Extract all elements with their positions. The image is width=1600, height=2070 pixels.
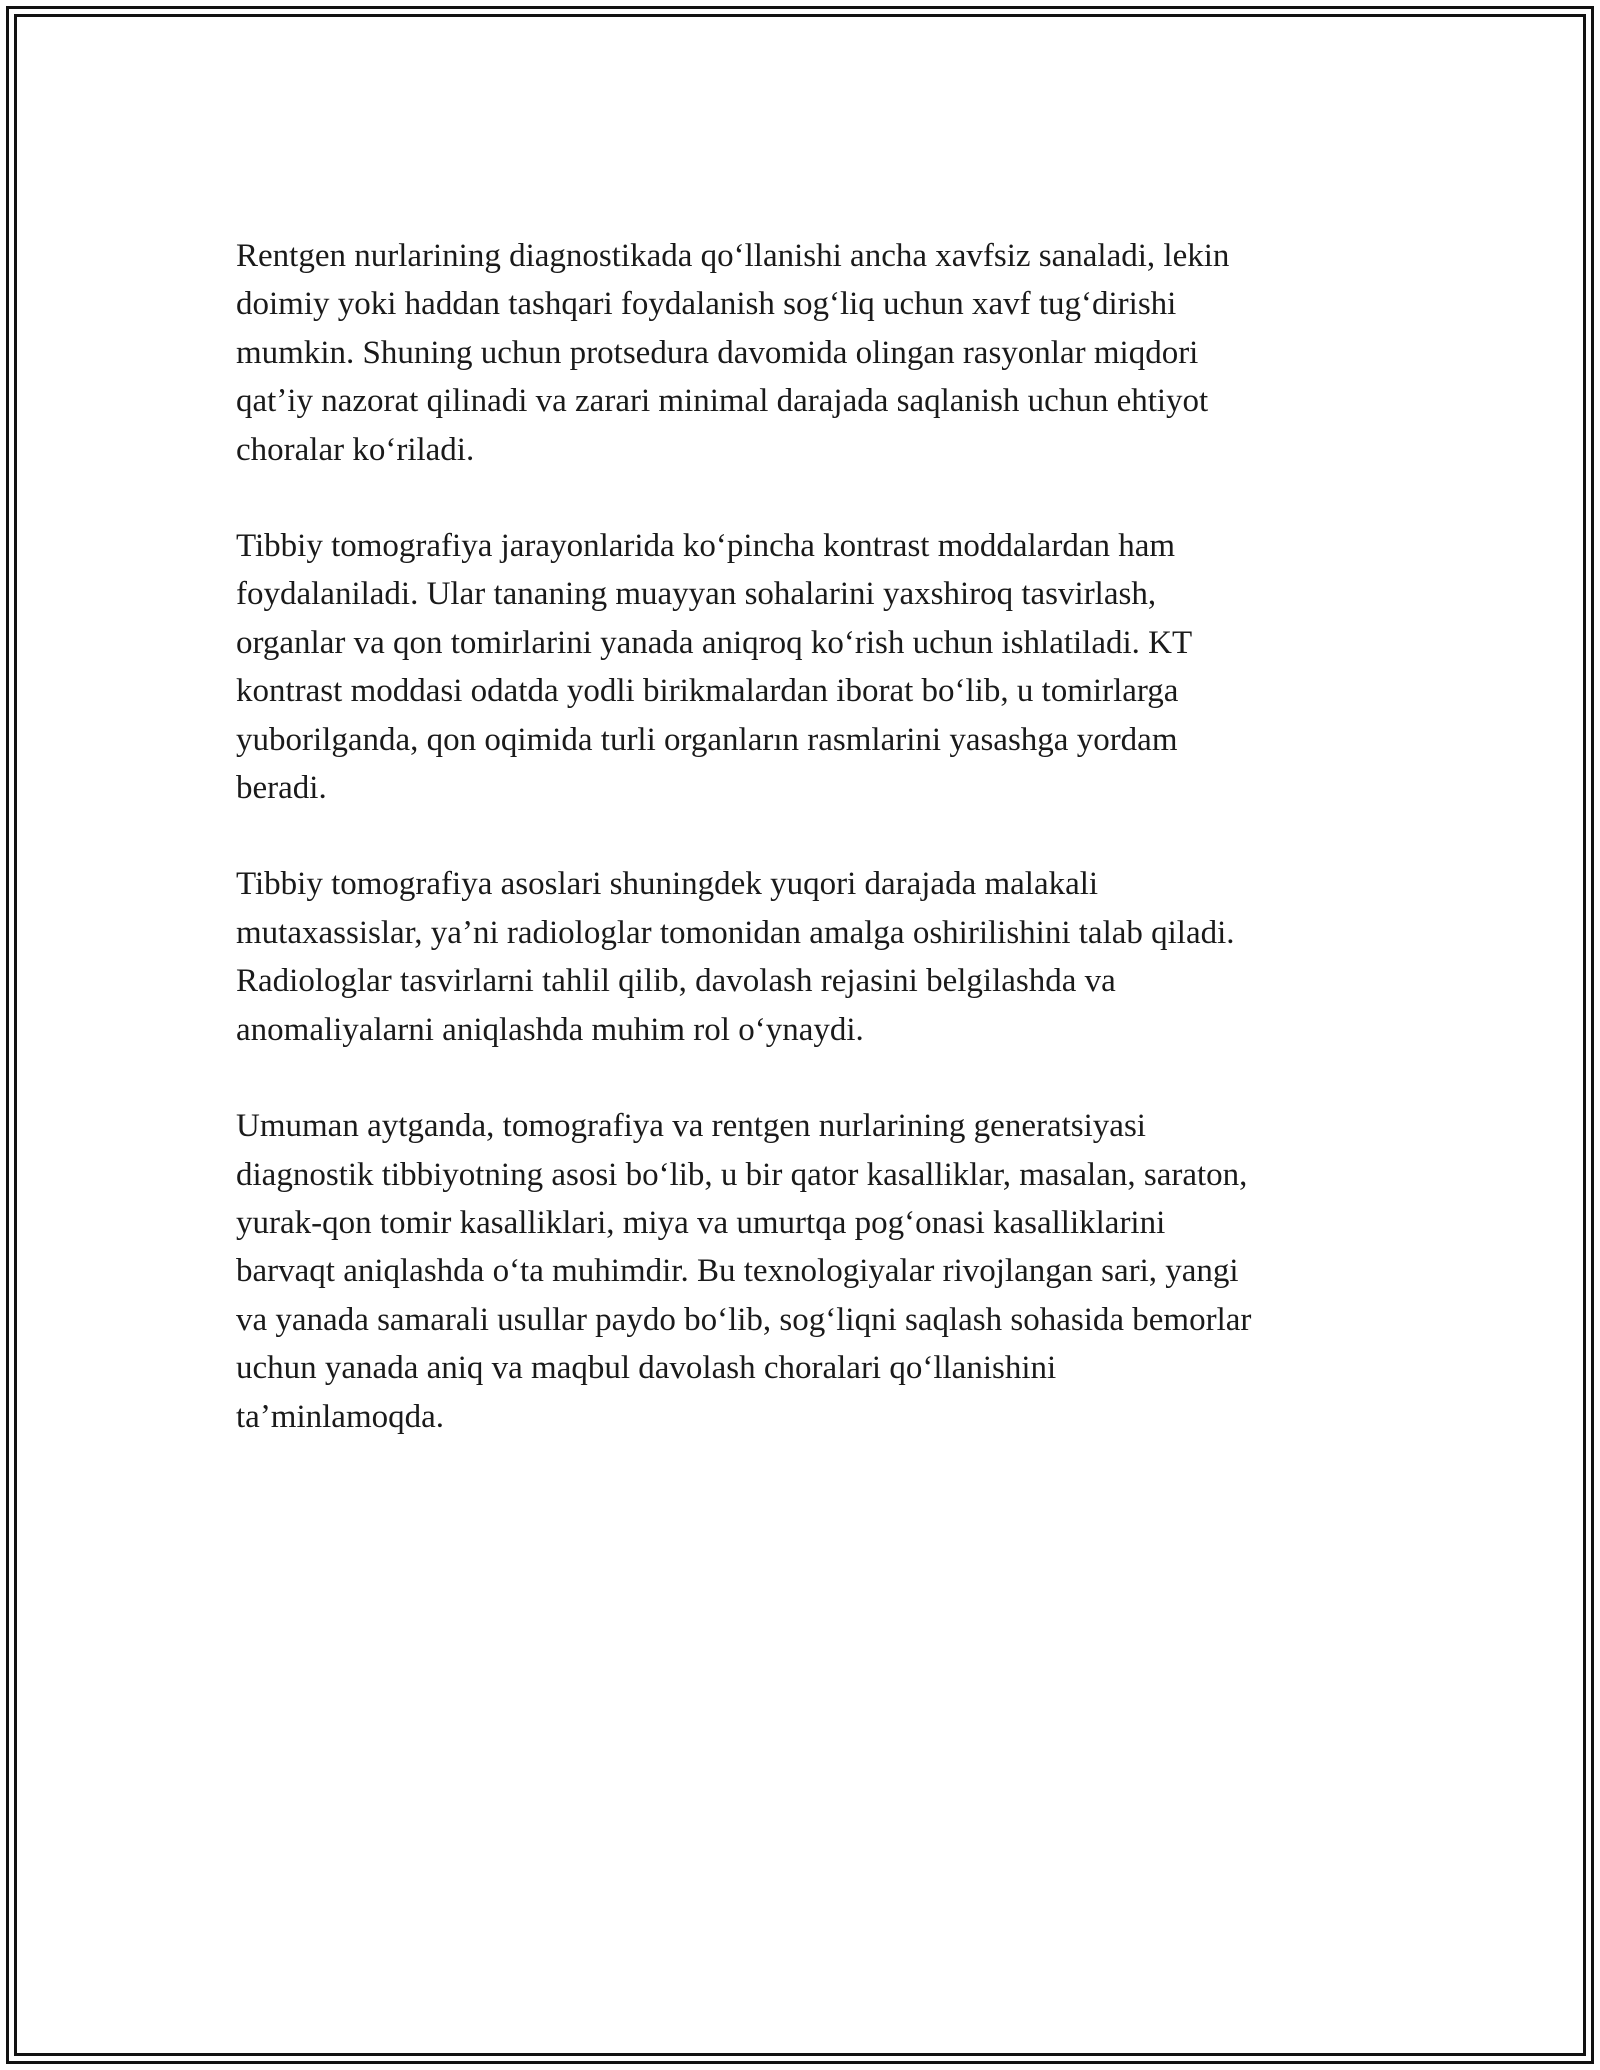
text-line: Tibbiy tomografiya asoslari shuningdek yuqori darajada malakali (236, 866, 1099, 903)
text-line: Umuman aytganda, tomografiya va rentgen nurlarining generatsiyasi (236, 1108, 1146, 1145)
text-line: taʼminlamoqda. (236, 1398, 445, 1435)
paragraph-radiation-safety (236, 232, 1396, 474)
text-line: uchun yanada aniq va maqbul davolash choralari qoʻllanishini (236, 1350, 1057, 1387)
document-body (236, 232, 1396, 1489)
text-line: Rentgen nurlarining diagnostikada qoʻllanishi ancha xavfsiz sanaladi, lekin (236, 238, 1230, 274)
text-line: organlar va qon tomirlarini yanada aniqroq koʻrish uchun ishlatiladi. KT (236, 624, 1193, 661)
text-line: diagnostik tibbiyotning asosi boʻlib, u bir qator kasalliklar, masalan, saraton, (236, 1156, 1248, 1193)
text-line: yuborilganda, qon oqimida turli organların rasmlarini yasashga yordam (236, 721, 1178, 758)
paragraph-radiologists (236, 860, 1396, 1054)
text-line: Radiologlar tasvirlarni tahlil qilib, davolash rejasini belgilashda va (236, 963, 1116, 1000)
text-line: yurak-qon tomir kasalliklari, miya va umurtqa pogʻonasi kasalliklarini (236, 1204, 1166, 1241)
text-line: choralar koʻriladi. (236, 431, 475, 468)
text-line: va yanada samarali usullar paydo boʻlib, sogʻliqni saqlash sohasida bemorlar (236, 1301, 1252, 1338)
text-line: mumkin. Shuning uchun protsedura davomida olingan rasyonlar miqdori (236, 334, 1199, 371)
text-line: Tibbiy tomografiya jarayonlarida koʻpincha kontrast moddalardan ham (236, 528, 1176, 565)
text-line: barvaqt aniqlashda oʻta muhimdir. Bu texnologiyalar rivojlangan sari, yangi (236, 1253, 1239, 1290)
text-line: mutaxassislar, yaʼni radiologlar tomonidan amalga oshirilishini talab qiladi. (236, 914, 1235, 951)
text-line: foydalaniladi. Ular tananing muayyan sohalarini yaxshiroq tasvirlash, (236, 576, 1157, 613)
text-line: kontrast moddasi odatda yodli birikmalardan iborat boʻlib, u tomirlarga (236, 673, 1179, 710)
text-line: doimiy yoki haddan tashqari foydalanish sogʻliq uchun xavf tugʻdirishi (236, 286, 1177, 323)
text-line: beradi. (236, 770, 327, 807)
paragraph-contrast-agents (236, 522, 1396, 812)
text-line: anomaliyalarni aniqlashda muhim rol oʻynaydi. (236, 1011, 864, 1048)
paragraph-conclusion (236, 1102, 1396, 1441)
text-line: qatʼiy nazorat qilinadi va zarari minimal darajada saqlanish uchun ehtiyot (236, 383, 1209, 420)
